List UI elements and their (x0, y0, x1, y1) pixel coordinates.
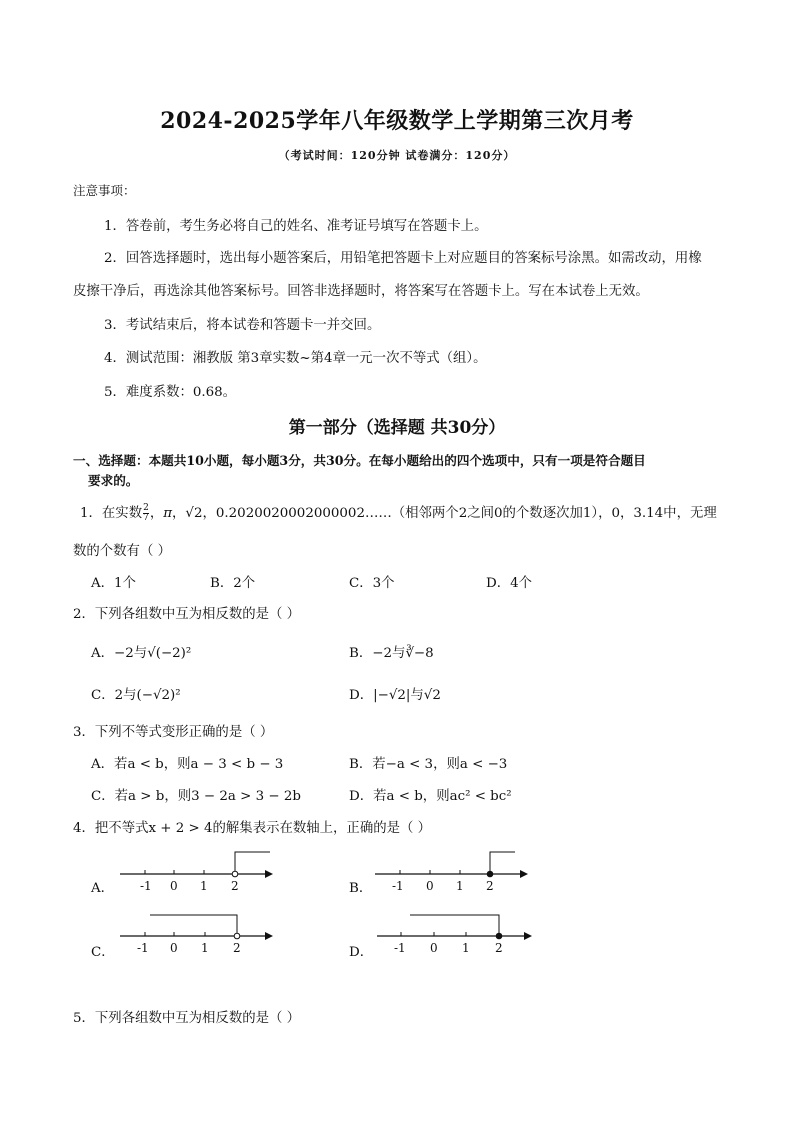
tick-label: 1 (456, 879, 464, 893)
q1-sep: ， (172, 506, 186, 521)
exam-title: 2024-2025学年八年级数学上学期第三次月考 (160, 108, 634, 134)
axis-arrow (265, 932, 273, 940)
q4-option-d-label[interactable]: D． (349, 945, 374, 960)
solution-ray (490, 852, 515, 874)
q4-option-d-number-line[interactable] (372, 910, 534, 958)
q1-frac-num: 2 (143, 503, 149, 513)
q2-option-b[interactable]: B．−2与∛−8 (349, 646, 434, 661)
q1-sqrt2: √2 (185, 506, 203, 521)
tick-label: 2 (495, 941, 503, 955)
q4-option-c-label[interactable]: C． (91, 945, 115, 960)
axis-arrow (520, 870, 528, 878)
q1-option-d[interactable]: D．4个 (486, 576, 533, 591)
solution-ray (410, 915, 499, 936)
notice-item-2: 2．回答选择题时，选出每小题答案后，用铅笔把答题卡上对应题目的答案标号涂黑。如需改动，用橡 (104, 251, 702, 266)
q5-stem: 5．下列各组数中互为相反数的是（ ） (73, 1011, 301, 1026)
solution-ray (150, 915, 237, 936)
q1-option-a[interactable]: A．1个 (91, 576, 136, 591)
tick-label: 0 (430, 941, 438, 955)
q4-option-a-label[interactable]: A． (91, 881, 115, 896)
q1-sep: ， (149, 506, 164, 521)
tick-label: 2 (231, 879, 239, 893)
q3-option-a[interactable]: A．若a < b，则a − 3 < b − 3 (91, 757, 284, 772)
q1-frac-den: 7 (143, 513, 149, 523)
tick-label: 1 (200, 879, 208, 893)
q1-option-c[interactable]: C．3个 (349, 576, 395, 591)
tick-label: 0 (170, 879, 178, 893)
q2-stem: 2．下列各组数中互为相反数的是（ ） (73, 607, 301, 622)
section-instruction-1: 一、选择题：本题共10小题，每小题3分，共30分。在每小题给出的四个选项中，只有一项是符合题目 (73, 453, 646, 468)
tick-label: -1 (394, 941, 406, 955)
notice-item-1: 1．答卷前，考生务必将自己的姓名、准考证号填写在答题卡上。 (104, 219, 488, 234)
q4-option-b-label[interactable]: B． (349, 881, 373, 896)
q2-option-d[interactable]: D．|−√2|与√2 (349, 688, 441, 703)
q2-option-c[interactable]: C．2与(−√2)² (91, 688, 181, 703)
q3-stem: 3．下列不等式变形正确的是（ ） (73, 725, 274, 740)
open-point (232, 871, 238, 877)
closed-point (496, 933, 502, 939)
section-instruction-2: 要求的。 (88, 473, 139, 488)
axis-arrow (265, 870, 273, 878)
section-title: 第一部分（选择题 共30分） (288, 418, 506, 438)
q1-option-b[interactable]: B．2个 (210, 576, 256, 591)
q4-stem: 4．把不等式x + 2 > 4的解集表示在数轴上，正确的是（ ） (73, 821, 432, 836)
q3-option-c[interactable]: C．若a > b，则3 − 2a > 3 − 2b (91, 789, 301, 804)
open-point (234, 933, 240, 939)
q1-fraction (143, 504, 149, 523)
q1-pi: π (163, 506, 173, 521)
q4-option-b-number-line[interactable] (370, 850, 530, 896)
tick-label: -1 (137, 941, 149, 955)
tick-label: -1 (392, 879, 404, 893)
notice-item-2-cont: 皮擦干净后，再选涂其他答案标号。回答非选择题时，将答案写在答题卡上。写在本试卷上无效。 (73, 284, 649, 299)
q1-stem (80, 502, 717, 523)
q2-option-a[interactable]: A．−2与√(−2)² (91, 646, 192, 661)
q4-option-a-number-line[interactable] (115, 850, 275, 896)
tick-label: 1 (462, 941, 470, 955)
tick-label: 1 (201, 941, 209, 955)
q1-stem-line2: 数的个数有（ ） (73, 544, 171, 559)
solution-ray (235, 852, 270, 874)
tick-label: 0 (170, 941, 178, 955)
notice-heading: 注意事项： (73, 183, 136, 198)
notice-item-3: 3．考试结束后，将本试卷和答题卡一并交回。 (104, 318, 381, 333)
q1-prefix: 1．在实数 (80, 506, 143, 521)
q1-rest: ，0.2020020002000002……（相邻两个2之间0的个数逐次加1），0，3.14中，无理 (202, 506, 717, 521)
q3-option-d[interactable]: D．若a < b，则ac² < bc² (349, 789, 512, 804)
notice-item-4: 4．测试范围：湘教版 第3章实数~第4章一元一次不等式（组）。 (104, 351, 487, 366)
closed-point (487, 871, 493, 877)
exam-subtitle: （考试时间：120分钟 试卷满分：120分） (278, 149, 516, 162)
axis-arrow (524, 932, 532, 940)
q4-option-c-number-line[interactable] (115, 910, 275, 958)
tick-label: 2 (486, 879, 494, 893)
tick-label: 0 (426, 879, 434, 893)
tick-label: -1 (140, 879, 152, 893)
q3-option-b[interactable]: B．若−a < 3，则a < −3 (349, 757, 508, 772)
notice-item-5: 5．难度系数：0.68。 (104, 385, 237, 400)
tick-label: 2 (233, 941, 241, 955)
